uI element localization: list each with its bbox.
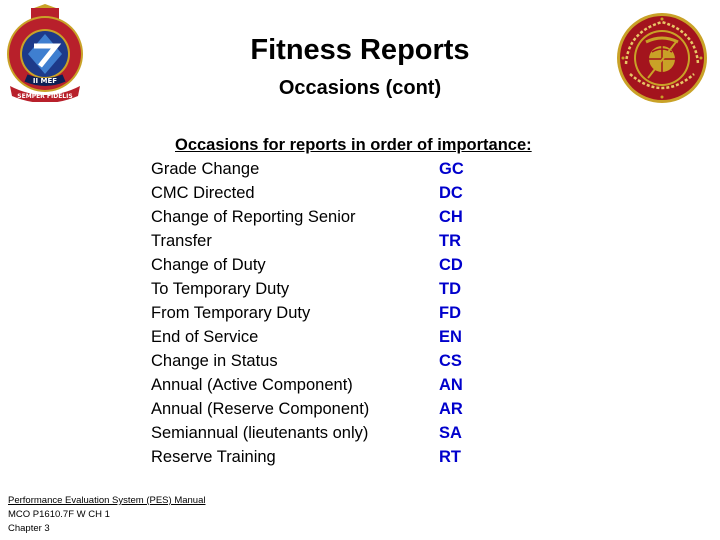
occasion-code: AR xyxy=(439,400,463,418)
footer-chapter: Chapter 3 xyxy=(8,523,50,534)
occasion-row xyxy=(151,182,481,206)
footer-reference xyxy=(8,494,205,536)
occasions-heading: Occasions for reports in order of importance: xyxy=(175,136,532,154)
occasion-code: RT xyxy=(439,448,461,466)
footer-order: MCO P1610.7F W CH 1 xyxy=(8,509,110,520)
occasion-code: SA xyxy=(439,424,462,442)
occasion-row xyxy=(151,302,481,326)
occasion-code: TR xyxy=(439,232,461,250)
occasion-row xyxy=(151,374,481,398)
emblem-unit-text: II MEF xyxy=(32,77,58,85)
occasion-code: CD xyxy=(439,256,463,274)
occasion-code: EN xyxy=(439,328,462,346)
occasion-code: CS xyxy=(439,352,462,370)
occasion-name: Reserve Training xyxy=(151,448,276,466)
occasion-row xyxy=(151,278,481,302)
occasion-code: DC xyxy=(439,184,463,202)
occasion-code: AN xyxy=(439,376,463,394)
occasions-list xyxy=(151,158,481,470)
footer-manual: Performance Evaluation System (PES) Manual xyxy=(8,495,206,506)
page-title: Fitness Reports xyxy=(250,34,470,66)
occasion-row xyxy=(151,350,481,374)
occasion-name: Semiannual (lieutenants only) xyxy=(151,424,369,442)
occasion-name: Change in Status xyxy=(151,352,278,370)
occasion-code: FD xyxy=(439,304,461,322)
occasion-row xyxy=(151,206,481,230)
occasion-row xyxy=(151,230,481,254)
occasion-row xyxy=(151,446,481,470)
occasion-name: Change of Duty xyxy=(151,256,266,274)
occasion-name: From Temporary Duty xyxy=(151,304,311,322)
occasion-row xyxy=(151,422,481,446)
occasion-code: GC xyxy=(439,160,464,178)
occasion-name: Annual (Active Component) xyxy=(151,376,353,394)
occasion-name: Grade Change xyxy=(151,160,260,178)
occasion-name: Change of Reporting Senior xyxy=(151,208,356,226)
occasion-row xyxy=(151,254,481,278)
occasion-row xyxy=(151,398,481,422)
occasion-row xyxy=(151,158,481,182)
occasion-code: TD xyxy=(439,280,461,298)
occasion-name: Annual (Reserve Component) xyxy=(151,400,370,418)
occasion-name: End of Service xyxy=(151,328,259,346)
occasion-code: CH xyxy=(439,208,463,226)
page-subtitle: Occasions (cont) xyxy=(278,77,442,99)
occasion-name: To Temporary Duty xyxy=(151,280,290,298)
occasion-name: Transfer xyxy=(151,232,212,250)
occasion-row xyxy=(151,326,481,350)
occasion-name: CMC Directed xyxy=(151,184,255,202)
emblem-motto: SEMPER FIDELIS xyxy=(17,93,73,100)
